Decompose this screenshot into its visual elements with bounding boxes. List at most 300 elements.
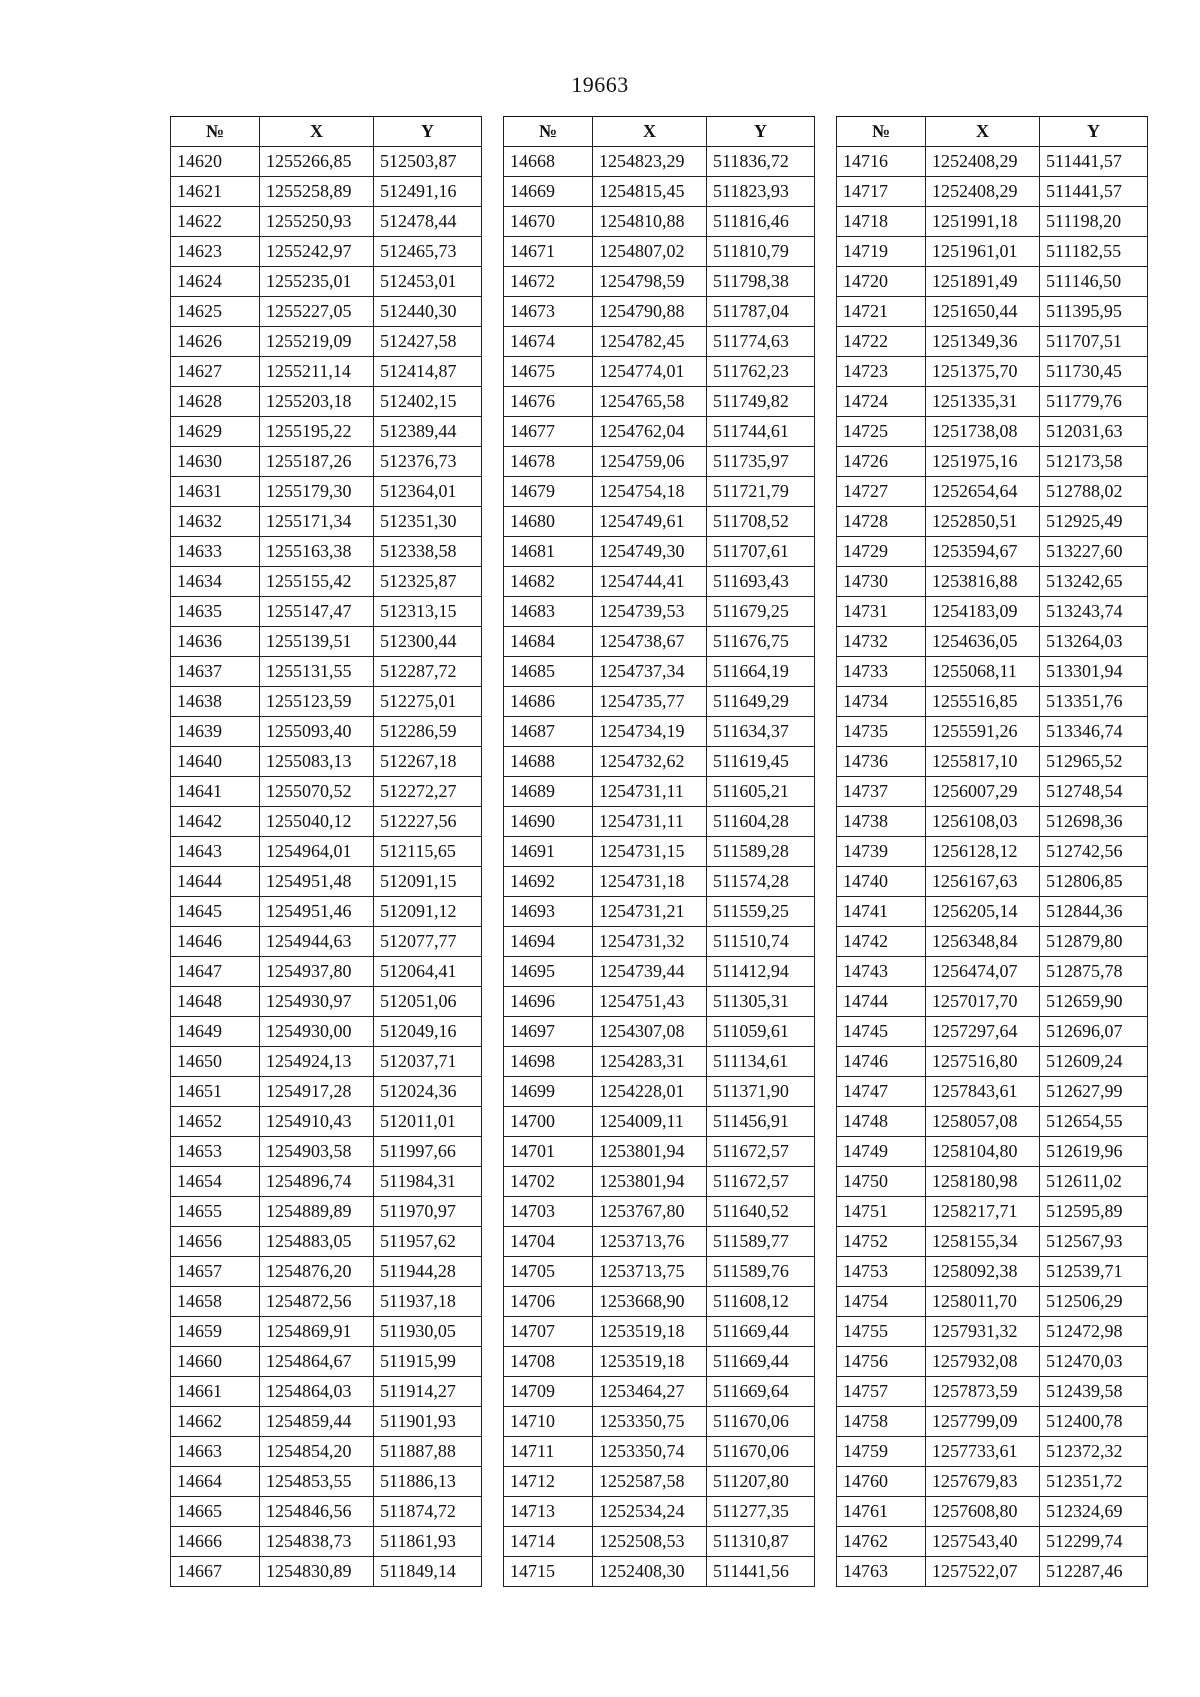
x-coordinate-cell: 1254798,59: [593, 267, 707, 297]
table-row: [171, 1557, 482, 1587]
x-coordinate-cell: 1254731,11: [593, 777, 707, 807]
point-number-cell: 14717: [837, 177, 926, 207]
table-row: [837, 1227, 1148, 1257]
table-row: [837, 297, 1148, 327]
point-number-cell: 14762: [837, 1527, 926, 1557]
y-coordinate-cell: 511059,61: [707, 1017, 815, 1047]
table-row: [504, 357, 815, 387]
y-coordinate-cell: 511412,94: [707, 957, 815, 987]
table-row: [171, 177, 482, 207]
y-coordinate-cell: 511456,91: [707, 1107, 815, 1137]
table-row: [837, 747, 1148, 777]
point-number-cell: 14622: [171, 207, 260, 237]
x-coordinate-cell: 1254283,31: [593, 1047, 707, 1077]
point-number-cell: 14725: [837, 417, 926, 447]
point-number-cell: 14698: [504, 1047, 593, 1077]
x-coordinate-cell: 1258057,08: [926, 1107, 1040, 1137]
table-row: [837, 1347, 1148, 1377]
point-number-cell: 14638: [171, 687, 260, 717]
y-coordinate-cell: 512031,63: [1040, 417, 1148, 447]
x-coordinate-cell: 1257522,07: [926, 1557, 1040, 1587]
x-coordinate-cell: 1253464,27: [593, 1377, 707, 1407]
y-coordinate-cell: 511749,82: [707, 387, 815, 417]
table-row: [171, 567, 482, 597]
x-coordinate-cell: 1254731,18: [593, 867, 707, 897]
point-number-cell: 14722: [837, 327, 926, 357]
point-number-cell: 14751: [837, 1197, 926, 1227]
y-coordinate-cell: 512275,01: [374, 687, 482, 717]
coordinates-table-3: [836, 116, 1148, 1587]
x-coordinate-cell: 1255040,12: [260, 807, 374, 837]
table-row: [837, 1407, 1148, 1437]
table-row: [171, 1227, 482, 1257]
y-coordinate-cell: 512372,32: [1040, 1437, 1148, 1467]
point-number-cell: 14671: [504, 237, 593, 267]
y-coordinate-cell: 512654,55: [1040, 1107, 1148, 1137]
x-coordinate-cell: 1257017,70: [926, 987, 1040, 1017]
table-row: [837, 1047, 1148, 1077]
point-number-cell: 14715: [504, 1557, 593, 1587]
table-row: [171, 777, 482, 807]
x-coordinate-cell: 1254864,67: [260, 1347, 374, 1377]
x-coordinate-cell: 1254876,20: [260, 1257, 374, 1287]
point-number-cell: 14718: [837, 207, 926, 237]
point-number-cell: 14742: [837, 927, 926, 957]
x-coordinate-cell: 1253767,80: [593, 1197, 707, 1227]
table-row: [171, 837, 482, 867]
y-coordinate-cell: 511670,06: [707, 1437, 815, 1467]
x-coordinate-cell: 1257843,61: [926, 1077, 1040, 1107]
y-coordinate-cell: 511708,52: [707, 507, 815, 537]
x-coordinate-cell: 1254815,45: [593, 177, 707, 207]
y-coordinate-cell: 512478,44: [374, 207, 482, 237]
x-coordinate-cell: 1254830,89: [260, 1557, 374, 1587]
y-coordinate-cell: 511371,90: [707, 1077, 815, 1107]
x-coordinate-cell: 1258217,71: [926, 1197, 1040, 1227]
point-number-cell: 14693: [504, 897, 593, 927]
header-number: №: [504, 117, 593, 147]
x-coordinate-cell: 1255123,59: [260, 687, 374, 717]
x-coordinate-cell: 1255083,13: [260, 747, 374, 777]
point-number-cell: 14711: [504, 1437, 593, 1467]
x-coordinate-cell: 1254951,46: [260, 897, 374, 927]
point-number-cell: 14686: [504, 687, 593, 717]
table-row: [837, 1497, 1148, 1527]
table-row: [837, 1287, 1148, 1317]
x-coordinate-cell: 1254734,19: [593, 717, 707, 747]
y-coordinate-cell: 512742,56: [1040, 837, 1148, 867]
point-number-cell: 14754: [837, 1287, 926, 1317]
table-row: [504, 867, 815, 897]
y-coordinate-cell: 511634,37: [707, 717, 815, 747]
y-coordinate-cell: 511669,44: [707, 1317, 815, 1347]
x-coordinate-cell: 1257932,08: [926, 1347, 1040, 1377]
table-row: [171, 237, 482, 267]
table-row: [504, 1167, 815, 1197]
x-coordinate-cell: 1254749,61: [593, 507, 707, 537]
point-number-cell: 14668: [504, 147, 593, 177]
y-coordinate-cell: 511672,57: [707, 1137, 815, 1167]
x-coordinate-cell: 1252408,29: [926, 147, 1040, 177]
x-coordinate-cell: 1254853,55: [260, 1467, 374, 1497]
point-number-cell: 14734: [837, 687, 926, 717]
point-number-cell: 14694: [504, 927, 593, 957]
table-row: [171, 687, 482, 717]
table-row: [837, 1257, 1148, 1287]
point-number-cell: 14756: [837, 1347, 926, 1377]
y-coordinate-cell: 512748,54: [1040, 777, 1148, 807]
point-number-cell: 14665: [171, 1497, 260, 1527]
point-number-cell: 14723: [837, 357, 926, 387]
x-coordinate-cell: 1258104,80: [926, 1137, 1040, 1167]
y-coordinate-cell: 512077,77: [374, 927, 482, 957]
x-coordinate-cell: 1257873,59: [926, 1377, 1040, 1407]
point-number-cell: 14687: [504, 717, 593, 747]
y-coordinate-cell: 511619,45: [707, 747, 815, 777]
table-row: [171, 627, 482, 657]
point-number-cell: 14658: [171, 1287, 260, 1317]
point-number-cell: 14689: [504, 777, 593, 807]
y-coordinate-cell: 513301,94: [1040, 657, 1148, 687]
x-coordinate-cell: 1255242,97: [260, 237, 374, 267]
x-coordinate-cell: 1254937,80: [260, 957, 374, 987]
table-row: [837, 957, 1148, 987]
point-number-cell: 14628: [171, 387, 260, 417]
table-row: [171, 1407, 482, 1437]
y-coordinate-cell: 511915,99: [374, 1347, 482, 1377]
header-y: Y: [1040, 117, 1148, 147]
x-coordinate-cell: 1257733,61: [926, 1437, 1040, 1467]
table-row: [504, 687, 815, 717]
x-coordinate-cell: 1257931,32: [926, 1317, 1040, 1347]
point-number-cell: 14629: [171, 417, 260, 447]
table-row: [837, 1167, 1148, 1197]
y-coordinate-cell: 511670,06: [707, 1407, 815, 1437]
point-number-cell: 14680: [504, 507, 593, 537]
y-coordinate-cell: 512619,96: [1040, 1137, 1148, 1167]
x-coordinate-cell: 1254737,34: [593, 657, 707, 687]
y-coordinate-cell: 512313,15: [374, 597, 482, 627]
y-coordinate-cell: 512439,58: [1040, 1377, 1148, 1407]
table-row: [504, 897, 815, 927]
y-coordinate-cell: 511669,64: [707, 1377, 815, 1407]
table-row: [171, 1017, 482, 1047]
x-coordinate-cell: 1257799,09: [926, 1407, 1040, 1437]
point-number-cell: 14684: [504, 627, 593, 657]
y-coordinate-cell: 511669,44: [707, 1347, 815, 1377]
x-coordinate-cell: 1256007,29: [926, 777, 1040, 807]
table-row: [837, 387, 1148, 417]
point-number-cell: 14710: [504, 1407, 593, 1437]
point-number-cell: 14747: [837, 1077, 926, 1107]
point-number-cell: 14757: [837, 1377, 926, 1407]
y-coordinate-cell: 511944,28: [374, 1257, 482, 1287]
x-coordinate-cell: 1252508,53: [593, 1527, 707, 1557]
y-coordinate-cell: 511676,75: [707, 627, 815, 657]
point-number-cell: 14724: [837, 387, 926, 417]
table-row: [504, 657, 815, 687]
x-coordinate-cell: 1255258,89: [260, 177, 374, 207]
point-number-cell: 14633: [171, 537, 260, 567]
table-row: [837, 447, 1148, 477]
y-coordinate-cell: 511640,52: [707, 1197, 815, 1227]
point-number-cell: 14641: [171, 777, 260, 807]
x-coordinate-cell: 1255227,05: [260, 297, 374, 327]
y-coordinate-cell: 511836,72: [707, 147, 815, 177]
table-row: [504, 567, 815, 597]
y-coordinate-cell: 512788,02: [1040, 477, 1148, 507]
table-row: [504, 627, 815, 657]
point-number-cell: 14727: [837, 477, 926, 507]
x-coordinate-cell: 1258092,38: [926, 1257, 1040, 1287]
y-coordinate-cell: 512465,73: [374, 237, 482, 267]
point-number-cell: 14709: [504, 1377, 593, 1407]
y-coordinate-cell: 511901,93: [374, 1407, 482, 1437]
point-number-cell: 14644: [171, 867, 260, 897]
point-number-cell: 14620: [171, 147, 260, 177]
x-coordinate-cell: 1254951,48: [260, 867, 374, 897]
y-coordinate-cell: 511735,97: [707, 447, 815, 477]
table-row: [171, 207, 482, 237]
table-row: [504, 1137, 815, 1167]
y-coordinate-cell: 512440,30: [374, 297, 482, 327]
y-coordinate-cell: 512698,36: [1040, 807, 1148, 837]
x-coordinate-cell: 1254903,58: [260, 1137, 374, 1167]
header-x: X: [926, 117, 1040, 147]
y-coordinate-cell: 512627,99: [1040, 1077, 1148, 1107]
y-coordinate-cell: 511574,28: [707, 867, 815, 897]
table-row: [837, 657, 1148, 687]
y-coordinate-cell: 513243,74: [1040, 597, 1148, 627]
x-coordinate-cell: 1253816,88: [926, 567, 1040, 597]
y-coordinate-cell: 512300,44: [374, 627, 482, 657]
point-number-cell: 14673: [504, 297, 593, 327]
table-row: [504, 987, 815, 1017]
y-coordinate-cell: 512376,73: [374, 447, 482, 477]
y-coordinate-cell: 511589,28: [707, 837, 815, 867]
point-number-cell: 14648: [171, 987, 260, 1017]
x-coordinate-cell: 1254930,97: [260, 987, 374, 1017]
y-coordinate-cell: 512400,78: [1040, 1407, 1148, 1437]
x-coordinate-cell: 1254732,62: [593, 747, 707, 777]
y-coordinate-cell: 511589,77: [707, 1227, 815, 1257]
y-coordinate-cell: 512402,15: [374, 387, 482, 417]
table-row: [837, 327, 1148, 357]
x-coordinate-cell: 1257297,64: [926, 1017, 1040, 1047]
x-coordinate-cell: 1254864,03: [260, 1377, 374, 1407]
coordinates-table-2: [503, 116, 815, 1587]
x-coordinate-cell: 1256108,03: [926, 807, 1040, 837]
table-row: [837, 177, 1148, 207]
point-number-cell: 14733: [837, 657, 926, 687]
point-number-cell: 14758: [837, 1407, 926, 1437]
table-row: [504, 1557, 815, 1587]
point-number-cell: 14688: [504, 747, 593, 777]
y-coordinate-cell: 512364,01: [374, 477, 482, 507]
y-coordinate-cell: 513242,65: [1040, 567, 1148, 597]
x-coordinate-cell: 1255516,85: [926, 687, 1040, 717]
table-row: [837, 477, 1148, 507]
table-row: [171, 1377, 482, 1407]
table-row: [171, 447, 482, 477]
x-coordinate-cell: 1254754,18: [593, 477, 707, 507]
point-number-cell: 14755: [837, 1317, 926, 1347]
table-row: [837, 627, 1148, 657]
y-coordinate-cell: 511310,87: [707, 1527, 815, 1557]
point-number-cell: 14701: [504, 1137, 593, 1167]
y-coordinate-cell: 512227,56: [374, 807, 482, 837]
y-coordinate-cell: 512287,46: [1040, 1557, 1148, 1587]
point-number-cell: 14656: [171, 1227, 260, 1257]
table-row: [837, 807, 1148, 837]
table-row: [171, 987, 482, 1017]
x-coordinate-cell: 1254739,44: [593, 957, 707, 987]
x-coordinate-cell: 1254889,89: [260, 1197, 374, 1227]
table-row: [504, 1287, 815, 1317]
y-coordinate-cell: 511762,23: [707, 357, 815, 387]
table-row: [504, 1077, 815, 1107]
table-row: [504, 1527, 815, 1557]
y-coordinate-cell: 512965,52: [1040, 747, 1148, 777]
x-coordinate-cell: 1251991,18: [926, 207, 1040, 237]
page-number: 19663: [571, 72, 629, 97]
table-row: [504, 297, 815, 327]
y-coordinate-cell: 512389,44: [374, 417, 482, 447]
point-number-cell: 14669: [504, 177, 593, 207]
y-coordinate-cell: 512299,74: [1040, 1527, 1148, 1557]
point-number-cell: 14655: [171, 1197, 260, 1227]
y-coordinate-cell: 512049,16: [374, 1017, 482, 1047]
table-row: [504, 1497, 815, 1527]
y-coordinate-cell: 511395,95: [1040, 297, 1148, 327]
table-row: [504, 507, 815, 537]
x-coordinate-cell: 1254910,43: [260, 1107, 374, 1137]
point-number-cell: 14685: [504, 657, 593, 687]
point-number-cell: 14624: [171, 267, 260, 297]
y-coordinate-cell: 512338,58: [374, 537, 482, 567]
point-number-cell: 14721: [837, 297, 926, 327]
x-coordinate-cell: 1254810,88: [593, 207, 707, 237]
table-row: [504, 1227, 815, 1257]
x-coordinate-cell: 1254872,56: [260, 1287, 374, 1317]
table-row: [837, 777, 1148, 807]
table-header-row: [171, 117, 482, 147]
y-coordinate-cell: 511849,14: [374, 1557, 482, 1587]
y-coordinate-cell: 511997,66: [374, 1137, 482, 1167]
table-row: [837, 237, 1148, 267]
x-coordinate-cell: 1256128,12: [926, 837, 1040, 867]
point-number-cell: 14706: [504, 1287, 593, 1317]
y-coordinate-cell: 512427,58: [374, 327, 482, 357]
x-coordinate-cell: 1254883,05: [260, 1227, 374, 1257]
point-number-cell: 14645: [171, 897, 260, 927]
table-row: [837, 1077, 1148, 1107]
x-coordinate-cell: 1252850,51: [926, 507, 1040, 537]
x-coordinate-cell: 1253801,94: [593, 1167, 707, 1197]
x-coordinate-cell: 1252534,24: [593, 1497, 707, 1527]
y-coordinate-cell: 511937,18: [374, 1287, 482, 1317]
y-coordinate-cell: 512539,71: [1040, 1257, 1148, 1287]
y-coordinate-cell: 513227,60: [1040, 537, 1148, 567]
table-row: [504, 147, 815, 177]
x-coordinate-cell: 1252587,58: [593, 1467, 707, 1497]
point-number-cell: 14763: [837, 1557, 926, 1587]
table-row: [171, 297, 482, 327]
x-coordinate-cell: 1255195,22: [260, 417, 374, 447]
y-coordinate-cell: 511810,79: [707, 237, 815, 267]
header-x: X: [260, 117, 374, 147]
point-number-cell: 14748: [837, 1107, 926, 1137]
point-number-cell: 14651: [171, 1077, 260, 1107]
table-row: [504, 177, 815, 207]
table-row: [837, 1107, 1148, 1137]
table-row: [837, 897, 1148, 927]
y-coordinate-cell: 512024,36: [374, 1077, 482, 1107]
point-number-cell: 14729: [837, 537, 926, 567]
x-coordinate-cell: 1251375,70: [926, 357, 1040, 387]
point-number-cell: 14657: [171, 1257, 260, 1287]
y-coordinate-cell: 511787,04: [707, 297, 815, 327]
table-row: [504, 777, 815, 807]
x-coordinate-cell: 1251961,01: [926, 237, 1040, 267]
x-coordinate-cell: 1258011,70: [926, 1287, 1040, 1317]
y-coordinate-cell: 512503,87: [374, 147, 482, 177]
table-row: [504, 747, 815, 777]
x-coordinate-cell: 1253713,75: [593, 1257, 707, 1287]
table-row: [171, 1197, 482, 1227]
y-coordinate-cell: 512595,89: [1040, 1197, 1148, 1227]
x-coordinate-cell: 1254846,56: [260, 1497, 374, 1527]
x-coordinate-cell: 1253668,90: [593, 1287, 707, 1317]
y-coordinate-cell: 512567,93: [1040, 1227, 1148, 1257]
x-coordinate-cell: 1255093,40: [260, 717, 374, 747]
y-coordinate-cell: 512875,78: [1040, 957, 1148, 987]
y-coordinate-cell: 512351,72: [1040, 1467, 1148, 1497]
x-coordinate-cell: 1251650,44: [926, 297, 1040, 327]
table-row: [504, 387, 815, 417]
y-coordinate-cell: 512351,30: [374, 507, 482, 537]
y-coordinate-cell: 511134,61: [707, 1047, 815, 1077]
y-coordinate-cell: 511182,55: [1040, 237, 1148, 267]
y-coordinate-cell: 511984,31: [374, 1167, 482, 1197]
table-row: [837, 1137, 1148, 1167]
y-coordinate-cell: 512659,90: [1040, 987, 1148, 1017]
x-coordinate-cell: 1253350,75: [593, 1407, 707, 1437]
y-coordinate-cell: 511957,62: [374, 1227, 482, 1257]
x-coordinate-cell: 1254930,00: [260, 1017, 374, 1047]
point-number-cell: 14708: [504, 1347, 593, 1377]
x-coordinate-cell: 1254924,13: [260, 1047, 374, 1077]
x-coordinate-cell: 1254774,01: [593, 357, 707, 387]
y-coordinate-cell: 512472,98: [1040, 1317, 1148, 1347]
table-row: [171, 1467, 482, 1497]
header-y: Y: [374, 117, 482, 147]
point-number-cell: 14691: [504, 837, 593, 867]
x-coordinate-cell: 1253519,18: [593, 1317, 707, 1347]
table-row: [504, 447, 815, 477]
x-coordinate-cell: 1252408,29: [926, 177, 1040, 207]
x-coordinate-cell: 1254823,29: [593, 147, 707, 177]
point-number-cell: 14746: [837, 1047, 926, 1077]
table-row: [171, 1077, 482, 1107]
table-row: [837, 837, 1148, 867]
table-row: [504, 1017, 815, 1047]
y-coordinate-cell: 511816,46: [707, 207, 815, 237]
y-coordinate-cell: 512115,65: [374, 837, 482, 867]
point-number-cell: 14731: [837, 597, 926, 627]
point-number-cell: 14702: [504, 1167, 593, 1197]
point-number-cell: 14675: [504, 357, 593, 387]
